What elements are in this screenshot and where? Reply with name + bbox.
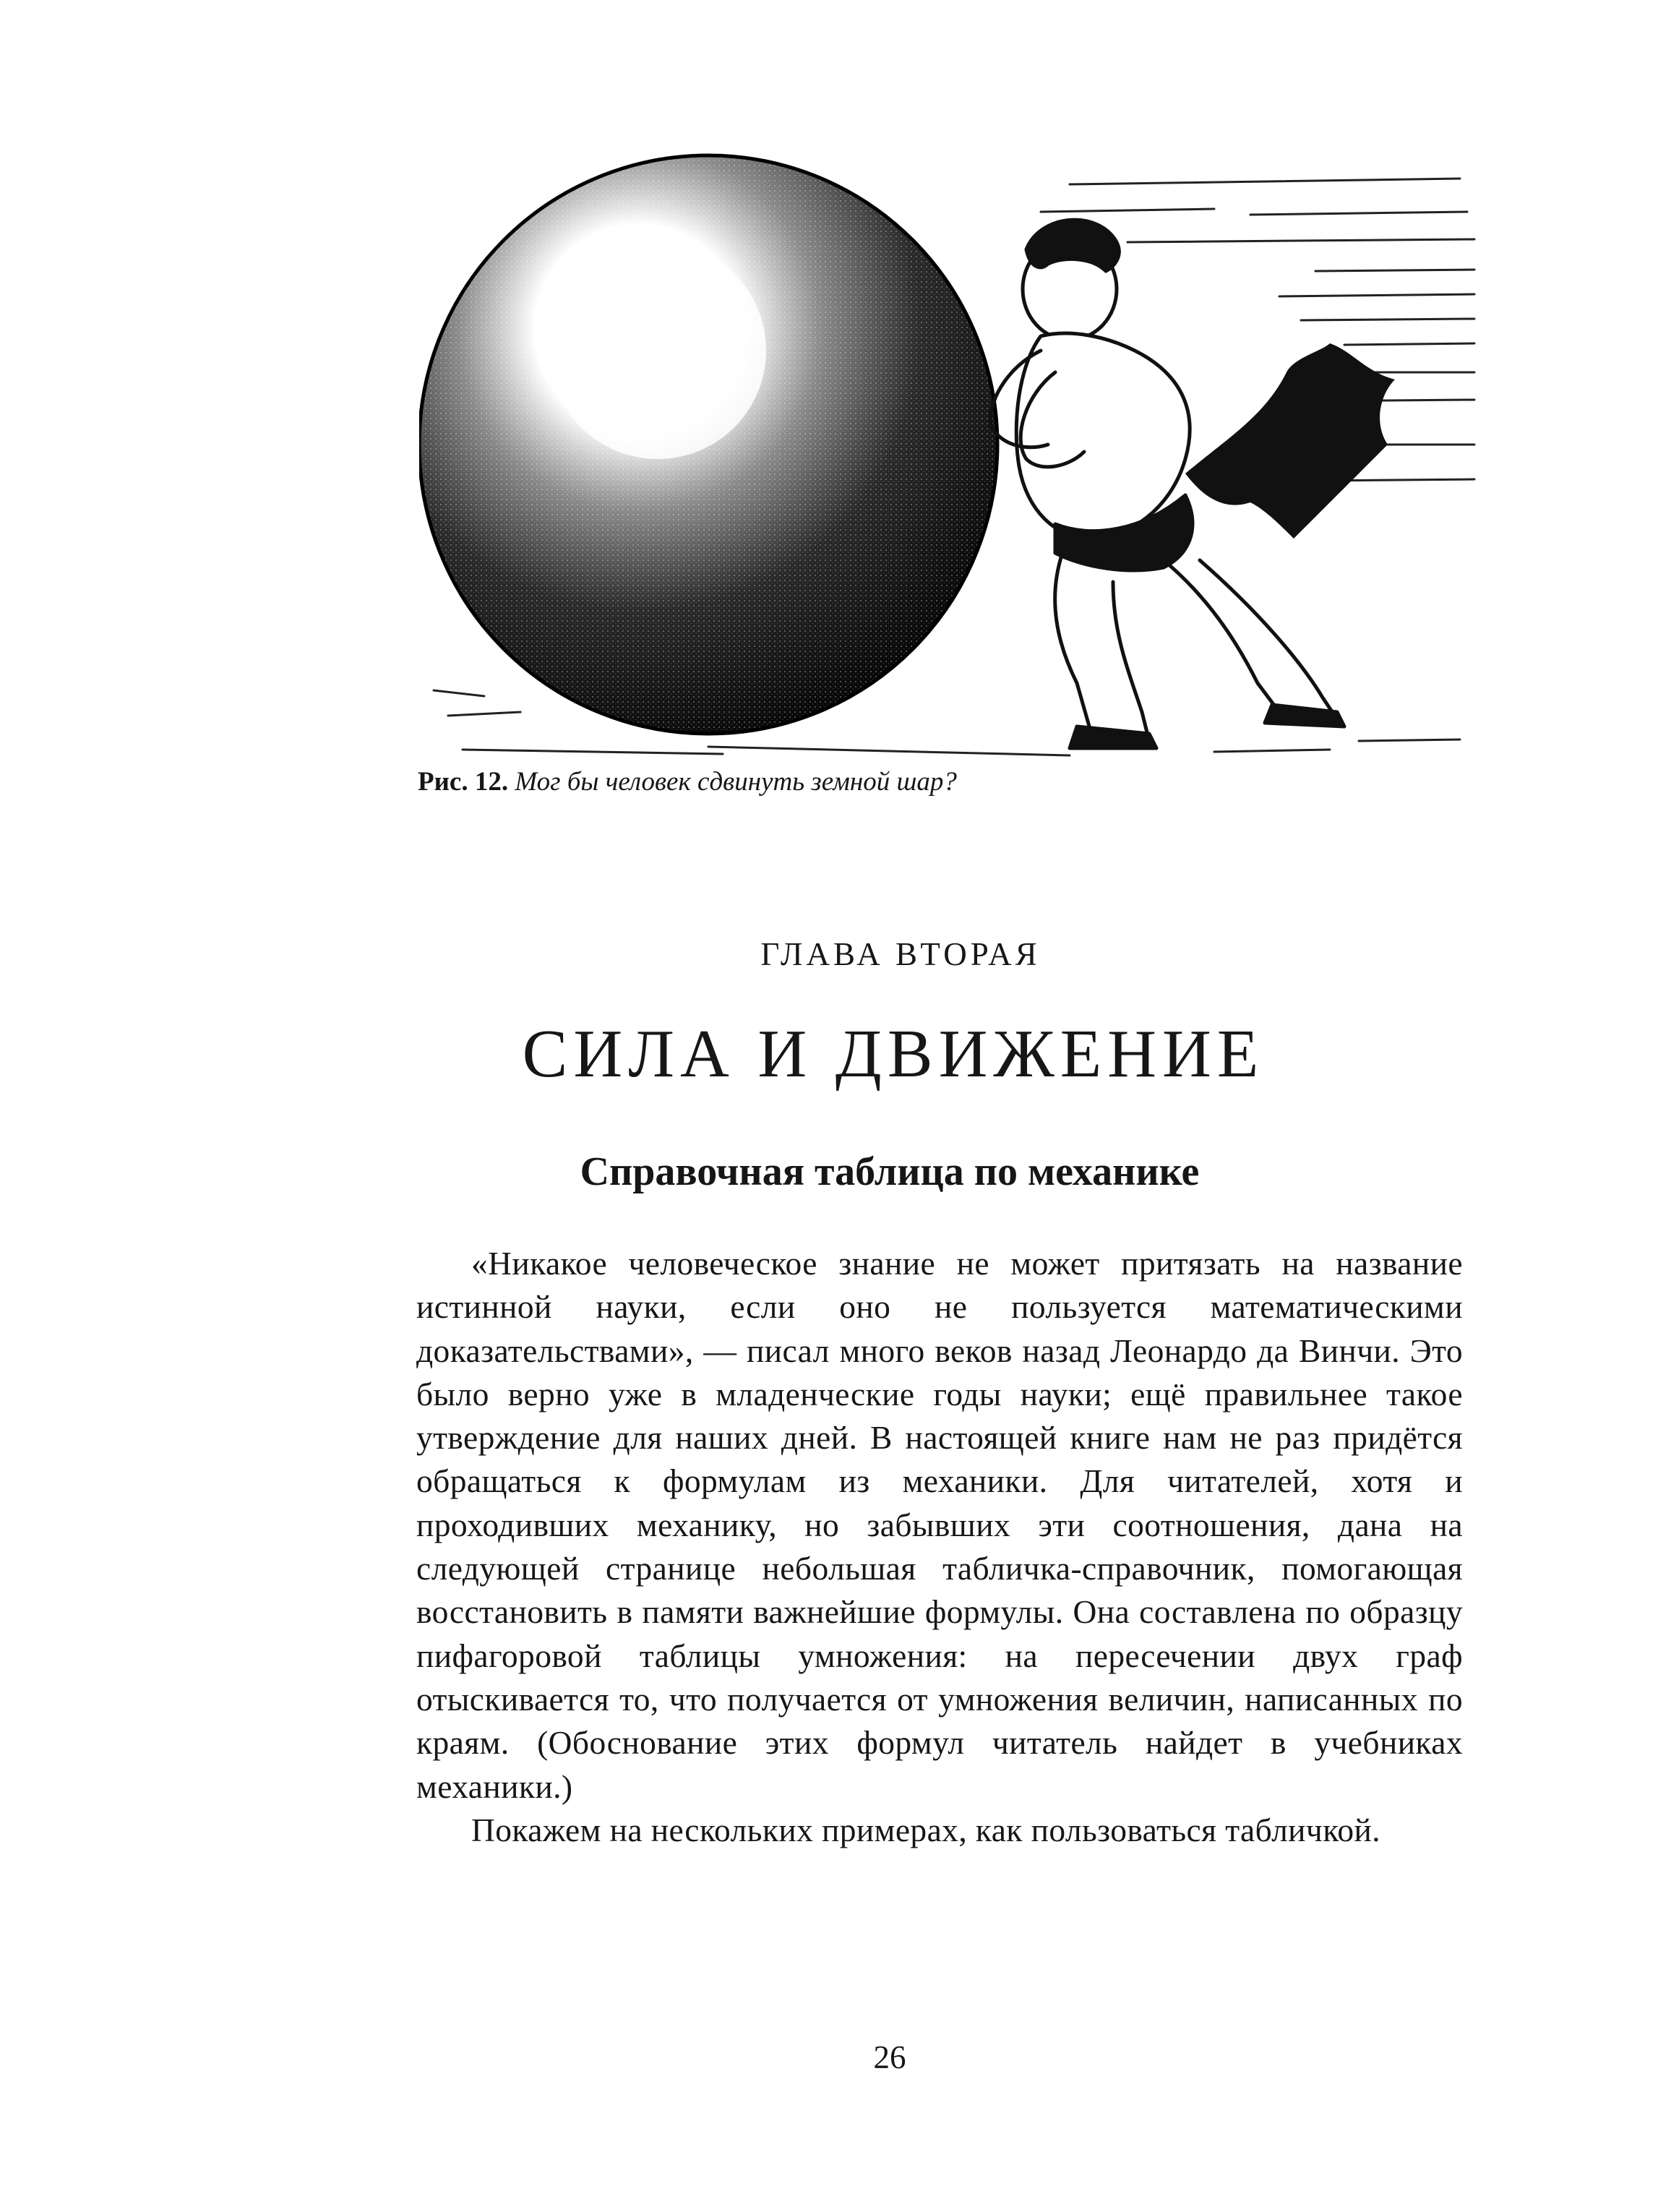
figure-number: Рис. 12. [418,767,509,797]
chapter-label: ГЛАВА ВТОРАЯ [760,936,1041,972]
figure-illustration [419,134,1503,777]
page-number: 26 [873,2039,906,2075]
paragraph: «Никакое человеческое знание не может притязать на название истинной науки, если оно не пользуется математическими доказательствами», — писал много веков назад Леонардо да Винчи. Это было верно уже в младенческие годы науки; ещё правильнее такое утверждение для наших дней. В настоящей книге нам не раз придётся обращаться к формулам из механики. Для читателей, хотя и проходивших механику, но забывших эти соотношения, дана на следующей странице небольшая табличка-справочник, помогающая восстановить в памяти важнейшие формулы. Она составлена по образцу пифагоровой таблицы умножения: на пересечении двух граф отыскивается то, что получается от умножения величин, написанных по краям. (Обоснование этих формул читатель найдет в учебниках механики.) [416,1245,1463,1805]
cape [1185,343,1395,539]
section-title: Справочная таблица по механике [580,1149,1200,1194]
figure-caption-text: Мог бы человек сдвинуть земной шар? [515,767,957,797]
body-text [416,1242,1463,1852]
chapter-title: СИЛА И ДВИЖЕНИЕ [522,1016,1265,1092]
sphere [419,155,997,734]
figure-caption [418,765,957,800]
paragraph: Покажем на нескольких примерах, как пользоваться табличкой. [471,1811,1381,1848]
